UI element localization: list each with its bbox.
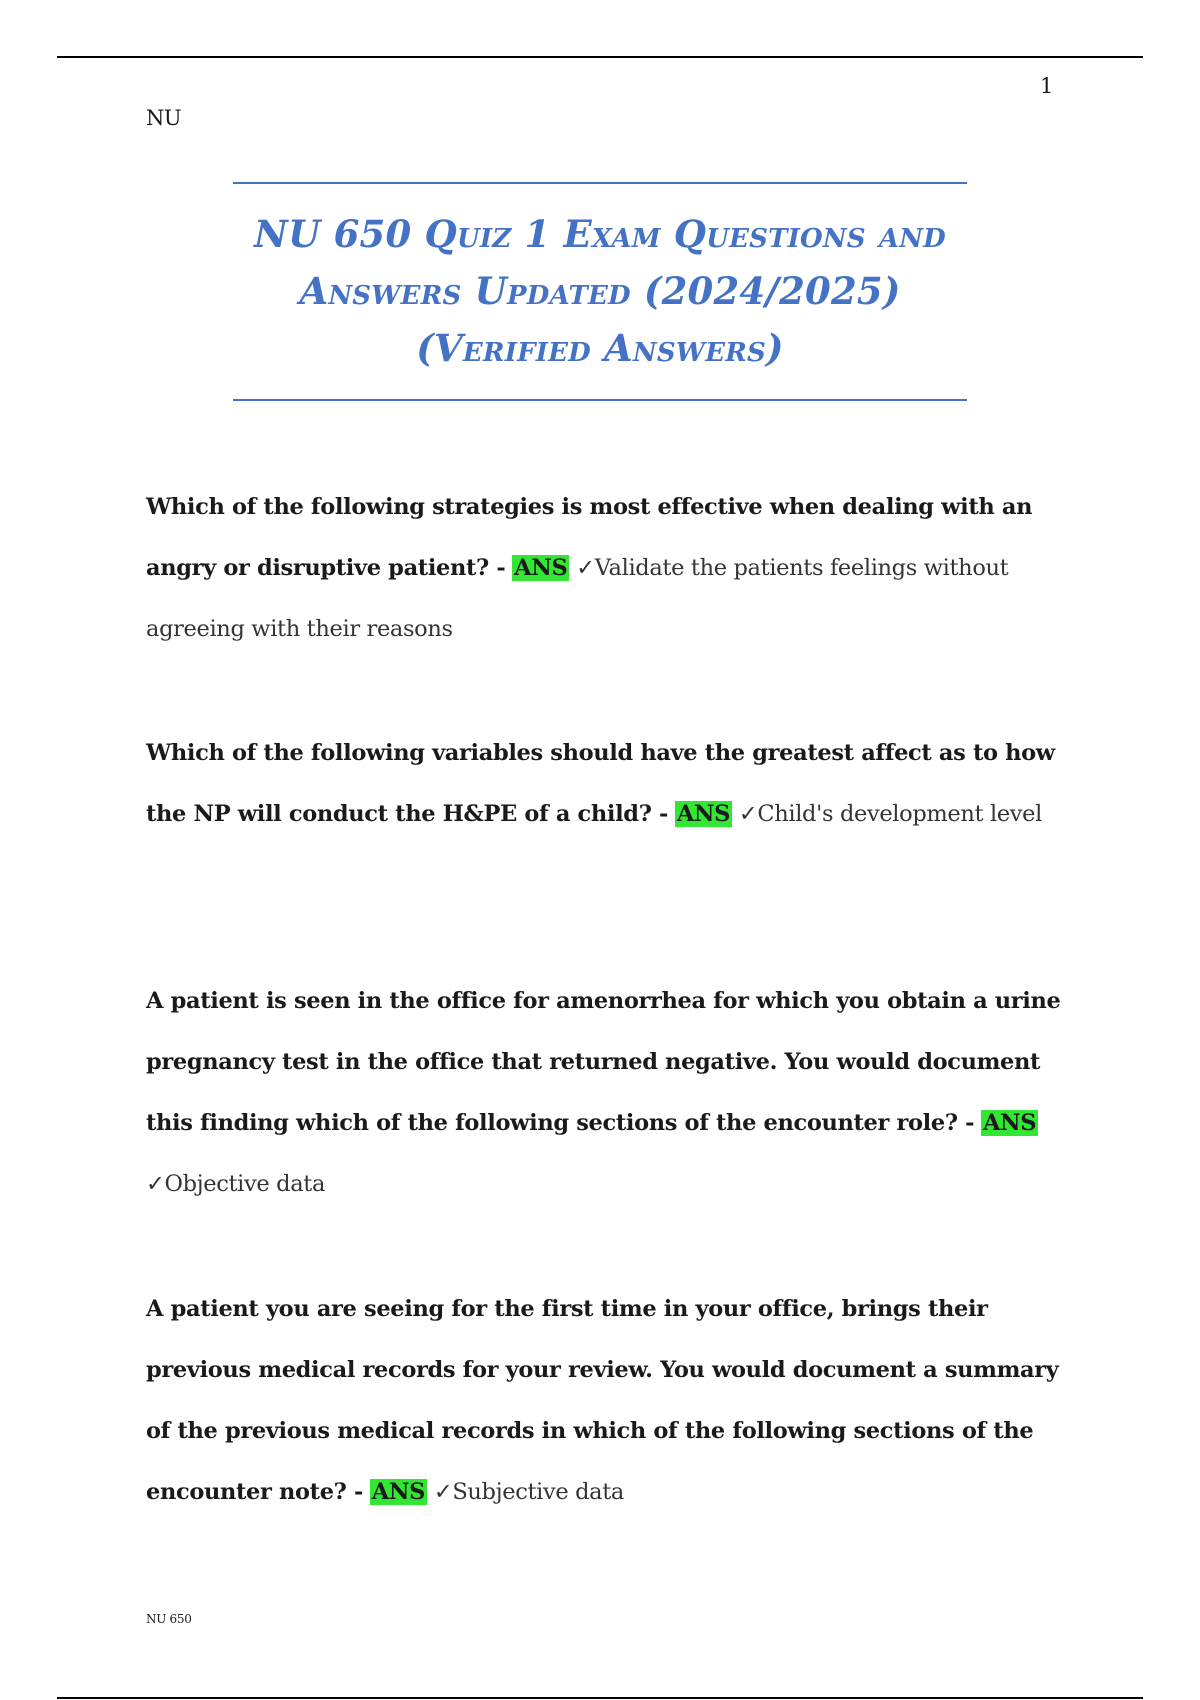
question-text: A patient you are seeing for the first time in your office, brings their previous medical records for your review. You would document a summary of the previous medical records in which of the following sections of the encounter note? - bbox=[146, 1296, 1059, 1505]
title-line-2: Answers Updated (2024/2025) bbox=[299, 269, 901, 313]
answer-text: ✓Subjective data bbox=[433, 1479, 624, 1505]
question-text: Which of the following variables should have the greatest affect as to how the NP will conduct the H&PE of a child? - bbox=[146, 740, 1055, 827]
running-head: NU bbox=[146, 106, 182, 130]
qa-item bbox=[146, 971, 1066, 1215]
title-line-3: (Verified Answers) bbox=[416, 326, 784, 370]
answer-text: ✓Validate the patients feelings without agreeing with their reasons bbox=[146, 555, 1009, 642]
question-text: A patient is seen in the office for amenorrhea for which you obtain a urine pregnancy test in the office that returned negative. You would document this finding which of the following sections of the encounter role? - bbox=[146, 988, 1061, 1136]
title-line-1: NU 650 Quiz 1 Exam Questions and bbox=[254, 212, 946, 256]
ans-badge: ANS bbox=[514, 555, 568, 581]
answer-text: ✓Child's development level bbox=[738, 801, 1042, 827]
answer-text: ✓Objective data bbox=[146, 1171, 326, 1197]
ans-badge: ANS bbox=[982, 1110, 1037, 1136]
qa-item bbox=[146, 723, 1066, 845]
footer-text: NU 650 bbox=[146, 1612, 192, 1626]
qa-item bbox=[146, 1279, 1066, 1523]
page-number: 1 bbox=[1040, 74, 1054, 98]
ans-badge: ANS bbox=[371, 1479, 426, 1505]
top-rule bbox=[57, 56, 1143, 58]
bottom-rule bbox=[57, 1697, 1143, 1699]
ans-badge: ANS bbox=[676, 801, 731, 827]
qa-item bbox=[146, 477, 1066, 660]
question-text: Which of the following strategies is most effective when dealing with an angry or disruptive patient? - bbox=[146, 494, 1033, 581]
document-title bbox=[233, 182, 967, 401]
